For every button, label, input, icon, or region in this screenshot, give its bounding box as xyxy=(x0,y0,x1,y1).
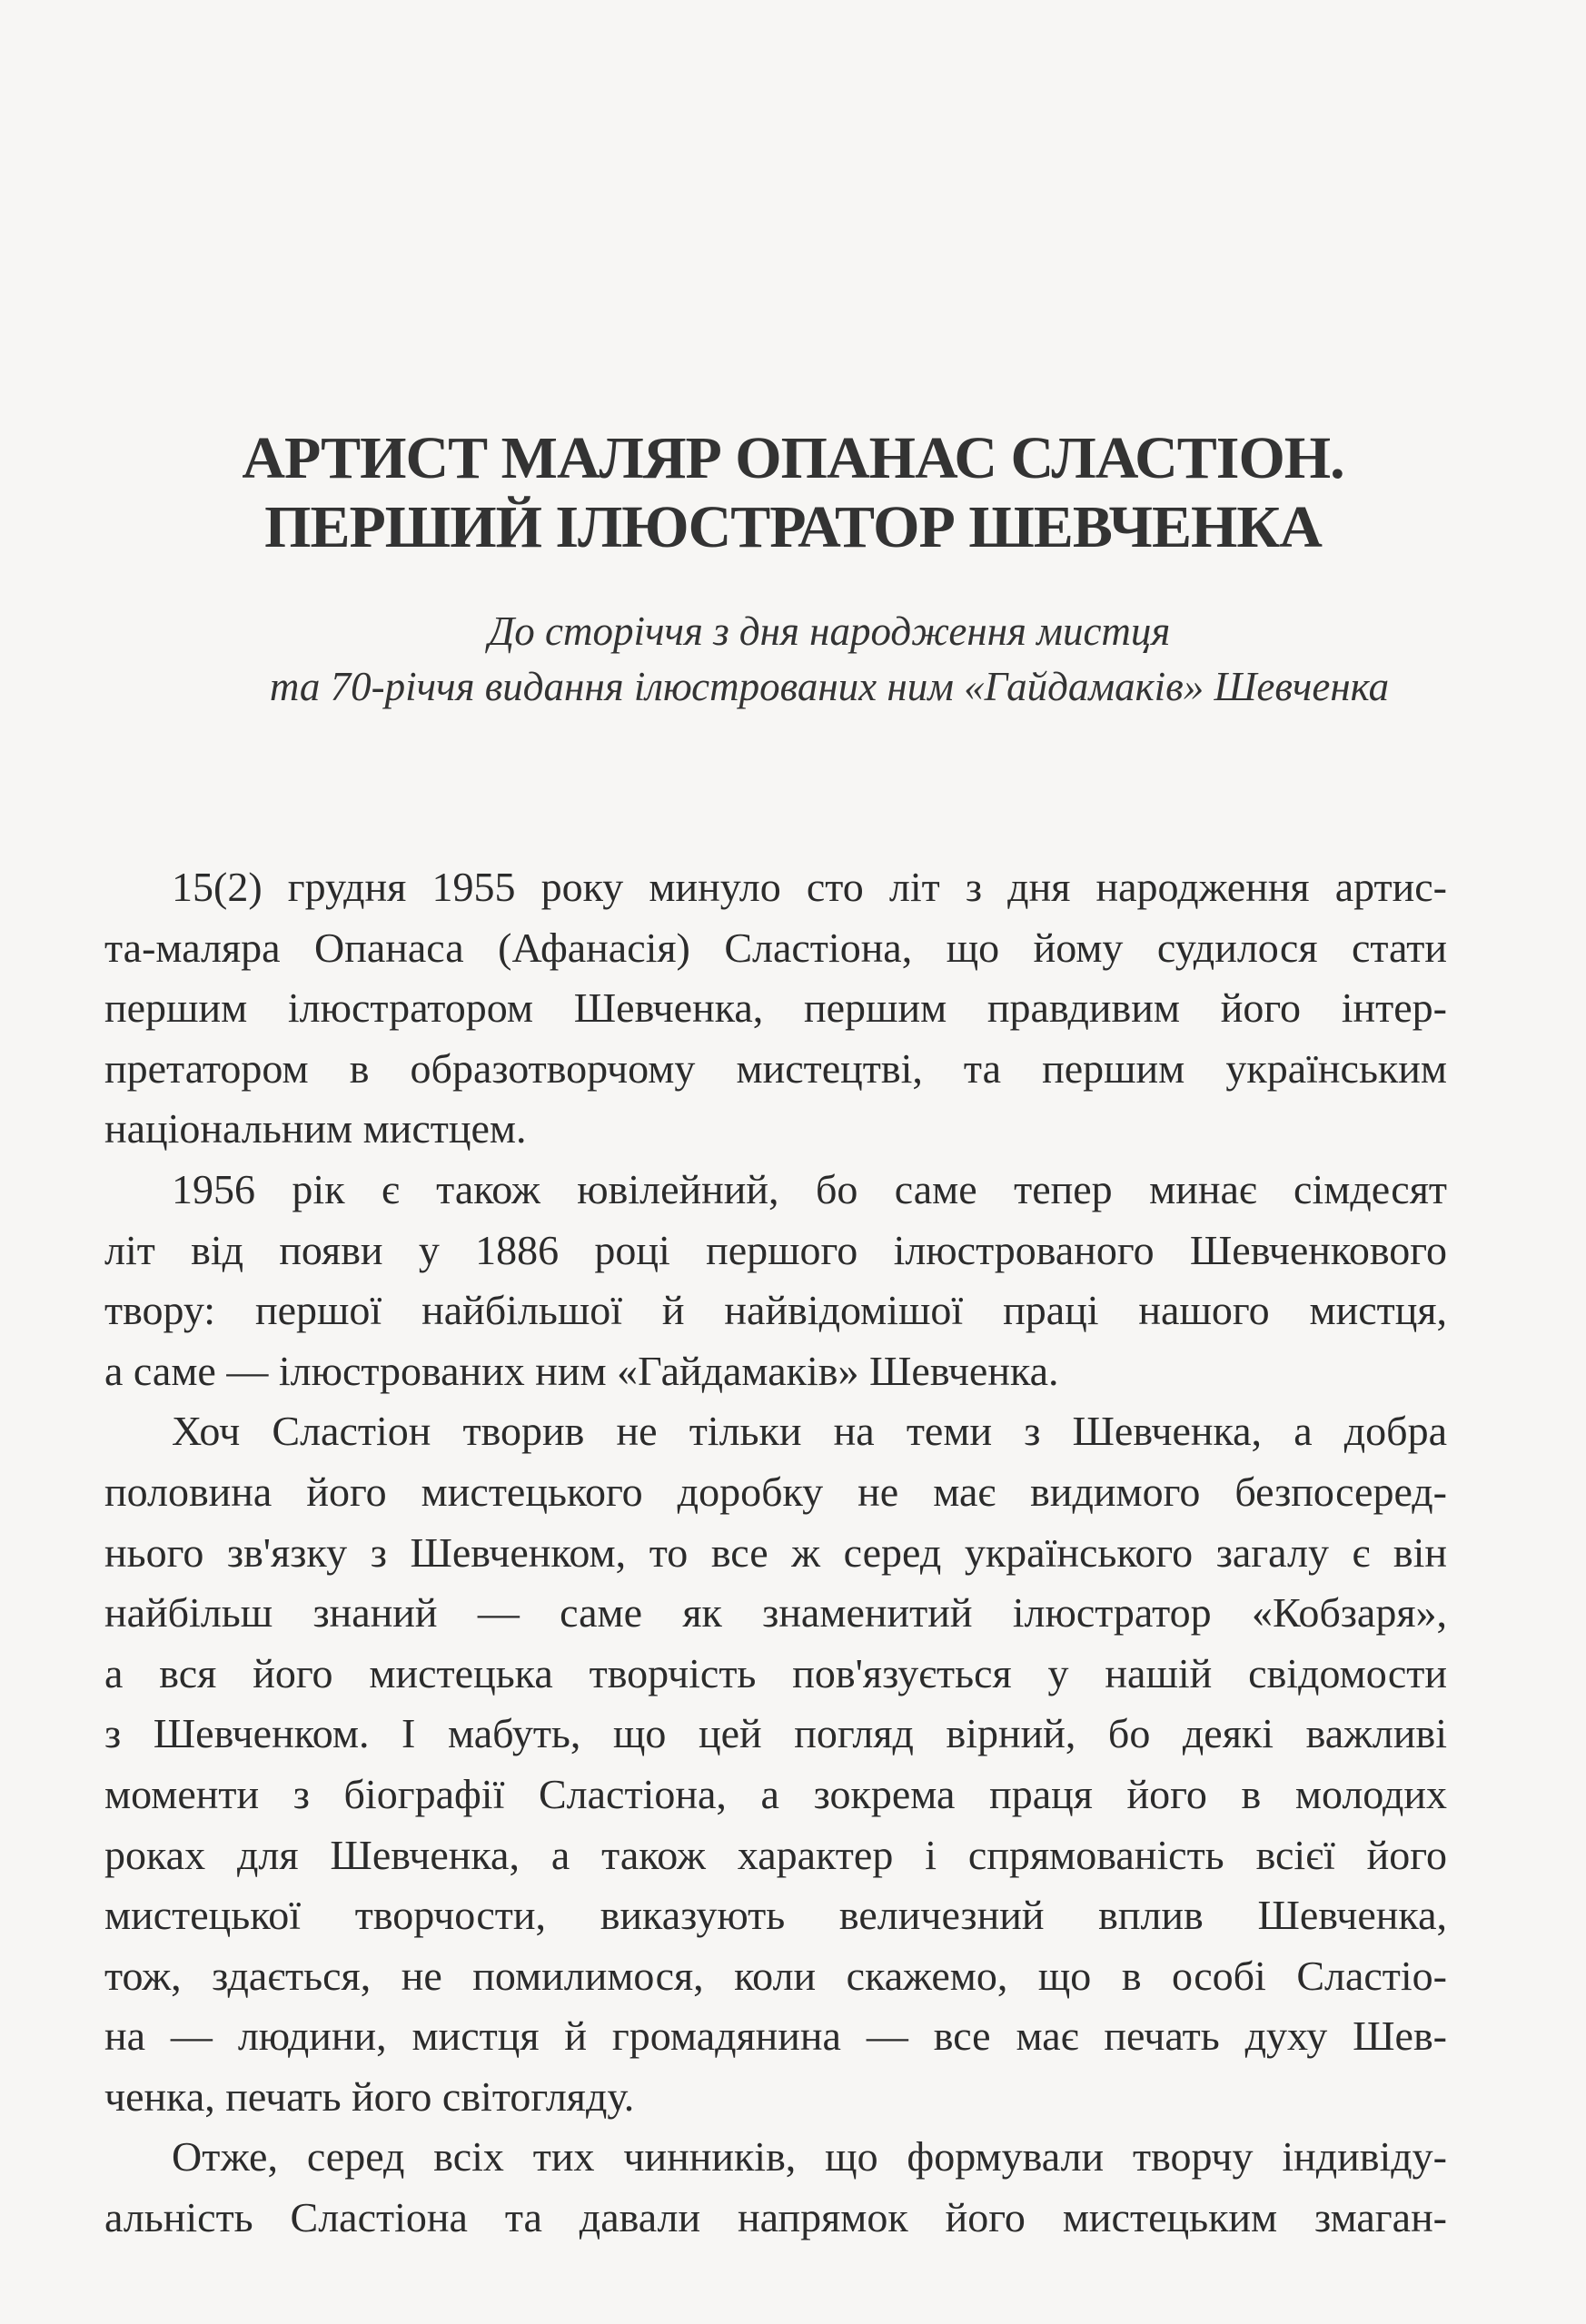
text-line: національним мистцем. xyxy=(104,1105,527,1152)
title-line-1: АРТИСТ МАЛЯР ОПАНАС СЛАСТІОН. xyxy=(242,425,1344,491)
text-line: претатором в образотворчому мистецтві, та першим українським xyxy=(104,1044,1447,1092)
text-line: першим ілюстратором Шевченка, першим правдивим його інтер- xyxy=(104,984,1447,1032)
body-text xyxy=(104,857,1447,2249)
text-line: альність Сластіона та давали напрямок його мистецьким змаган- xyxy=(104,2194,1447,2241)
paragraph-1 xyxy=(104,857,1447,1160)
subtitle-line-2: та 70-річчя видання ілюстрованих ним «Гайдамаків» Шевченка xyxy=(269,664,1390,709)
paragraph-2 xyxy=(104,1160,1447,1401)
text-line: тож, здається, не помилимося, коли скажемо, що в особі Сластіо- xyxy=(104,1952,1447,1999)
text-line: найбільш знаний — саме як знаменитий ілюстратор «Кобзаря», xyxy=(104,1589,1447,1637)
text-line: ченка, печать його світогляду. xyxy=(104,2072,635,2120)
text-line: роках для Шевченка, а також характер і спрямованість всієї його xyxy=(104,1831,1447,1878)
text-line: 15(2) грудня 1955 року минуло сто літ з дня народження артис- xyxy=(172,864,1447,910)
title-line-2: ПЕРШИЙ ІЛЮСТРАТОР ШЕВЧЕНКА xyxy=(264,494,1322,560)
text-line: нього зв'язку з Шевченком, то все ж серед українського загалу є він xyxy=(104,1528,1447,1576)
subtitle-line-1: До сторіччя з дня народження мистця xyxy=(488,608,1171,654)
text-line: мистецької творчости, виказують величезний вплив Шевченка, xyxy=(104,1892,1447,1939)
text-line: літ від появи у 1886 році першого ілюстрованого Шевченкового xyxy=(104,1226,1447,1273)
text-line: на — людини, мистця й громадянина — все має печать духу Шев- xyxy=(104,2012,1447,2060)
paragraph-3 xyxy=(104,1401,1447,2127)
text-line: Отже, серед всіх тих чинників, що формували творчу індивіду- xyxy=(172,2133,1447,2181)
text-line: з Шевченком. І мабуть, що цей погляд вірний, бо деякі важливі xyxy=(104,1710,1447,1757)
text-line: 1956 рік є також ювілейний, бо саме тепер минає сімдесят xyxy=(172,1165,1447,1212)
text-line: а саме — ілюстрованих ним «Гайдамаків» Шевченка. xyxy=(104,1347,1059,1394)
text-line: половина його мистецького доробку не має видимого безпосеред- xyxy=(104,1468,1447,1515)
paragraph-4 xyxy=(104,2127,1447,2248)
text-line: та-маляра Опанаса (Афанасія) Сластіона, що йому судилося стати xyxy=(104,924,1447,971)
text-line: моменти з біографії Сластіона, а зокрема праця його в молодих xyxy=(104,1770,1447,1817)
text-line: а вся його мистецька творчість пов'язується у нашій свідомости xyxy=(104,1649,1447,1696)
text-line: Хоч Сластіон творив не тільки на теми з Шевченка, а добра xyxy=(172,1408,1447,1455)
text-line: твору: першої найбільшої й найвідомішої праці нашого мистця, xyxy=(104,1287,1447,1334)
